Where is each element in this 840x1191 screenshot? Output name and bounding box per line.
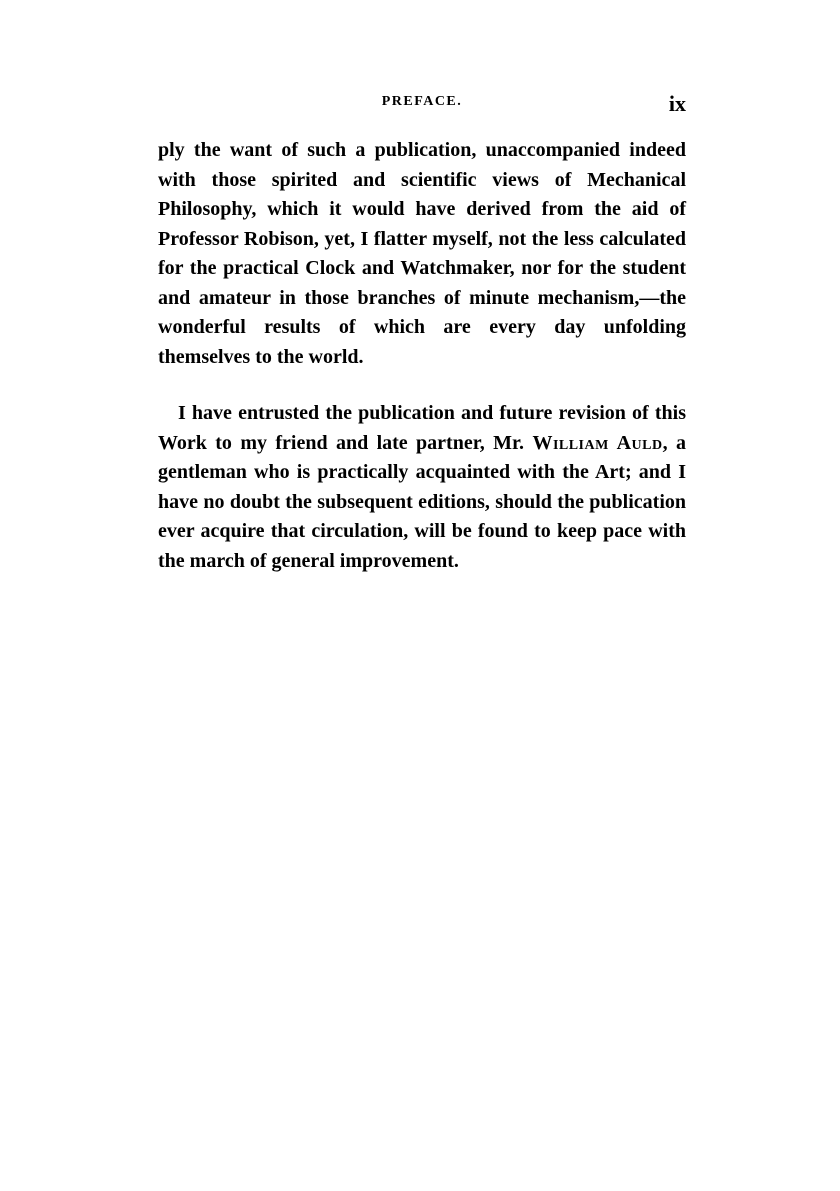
body-text: [158, 136, 686, 576]
paragraph-1: ply the want of such a publication, unaccompanied indeed with those spirited and scientific views of Mechanical Philosophy, which it would have derived from the aid of Professor Robison, yet, I flatter myself, not the less calculated for the practical Clock and Watchmaker, nor for the student and amateur in those branches of minute mechanism,—the wonderful results of which are every day unfolding themselves to the world.: [158, 139, 686, 368]
paragraph-2: [158, 399, 686, 576]
running-head: [158, 92, 686, 122]
person-name: William Auld: [532, 431, 663, 454]
paragraph-2-text-before: I have entrusted the publication and future revision of this Work to my friend and late partner, Mr.: [158, 402, 686, 454]
running-title: PREFACE.: [381, 94, 463, 109]
paragraph-2-text-after: , a gentleman who is practically acquainted with the Art; and I have no doubt the subsequent editions, should the publication ever acquire that circulation, will be found to keep pace with the march of general improvement.: [158, 431, 687, 572]
page-number: ix: [668, 91, 686, 116]
